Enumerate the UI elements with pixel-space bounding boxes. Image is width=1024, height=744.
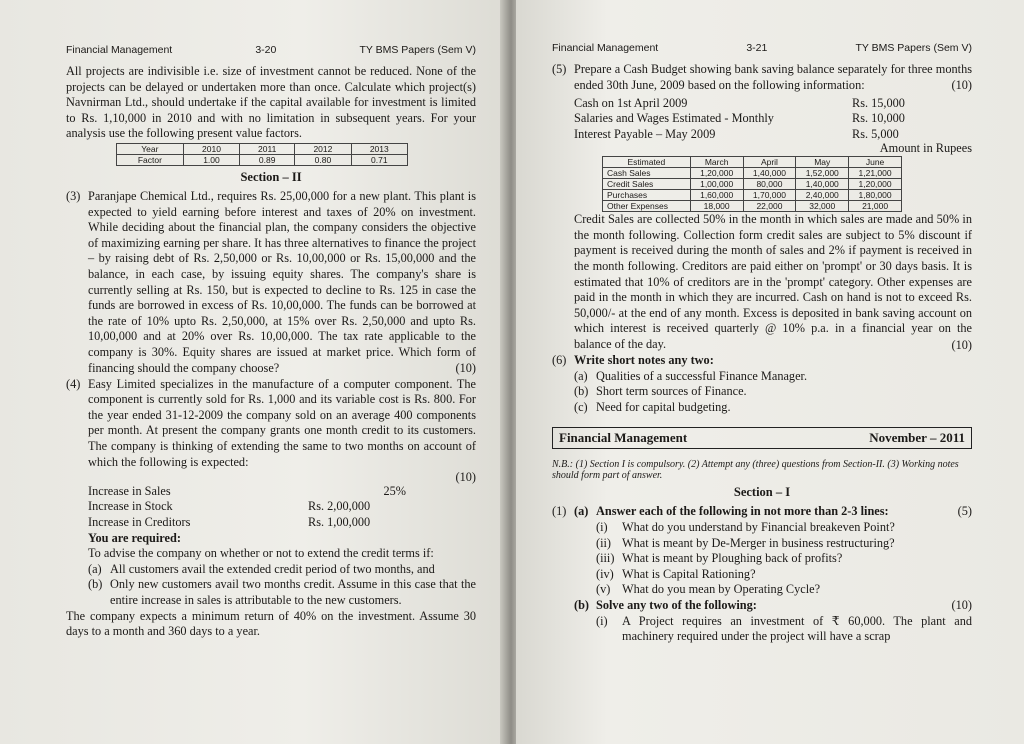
table-header: April bbox=[743, 157, 796, 168]
info-value: Rs. 5,000 bbox=[852, 126, 899, 141]
table-cell: 18,000 bbox=[690, 201, 743, 212]
sub-label: (v) bbox=[596, 582, 611, 597]
part-a bbox=[574, 504, 972, 520]
sub-item bbox=[596, 614, 972, 645]
sub-item bbox=[574, 400, 972, 416]
running-header bbox=[552, 42, 972, 54]
sub-item bbox=[596, 551, 972, 567]
question-number: (3) bbox=[66, 188, 81, 203]
table-cell: 1,21,000 bbox=[849, 168, 902, 179]
list-item bbox=[88, 499, 476, 515]
table-cell: 0.89 bbox=[240, 154, 295, 165]
sub-text: What do you mean by Operating Cycle? bbox=[622, 582, 821, 597]
question-1 bbox=[552, 504, 972, 644]
sub-item bbox=[574, 384, 972, 400]
banner-title: Financial Management bbox=[559, 430, 688, 446]
list-item bbox=[88, 515, 476, 531]
table-cell: 1.00 bbox=[183, 154, 239, 165]
marks: (10) bbox=[455, 361, 476, 376]
table-cell: 0.80 bbox=[295, 154, 351, 165]
table-cell: 2,40,000 bbox=[796, 190, 849, 201]
sub-label: (iii) bbox=[596, 551, 615, 566]
exam-banner bbox=[552, 427, 972, 449]
info-row bbox=[574, 111, 972, 127]
info-label: Salaries and Wages Estimated - Monthly bbox=[574, 111, 774, 126]
info-label: Cash on 1st April 2009 bbox=[574, 95, 688, 110]
part-text: Answer each of the following in not more than 2-3 lines: bbox=[596, 504, 889, 519]
table-cell: 1,20,000 bbox=[690, 168, 743, 179]
table-header: June bbox=[849, 157, 902, 168]
question-6 bbox=[552, 338, 972, 416]
info-label: Interest Payable – May 2009 bbox=[574, 126, 716, 141]
table-header: 2010 bbox=[183, 143, 239, 154]
table-cell: 1,40,000 bbox=[796, 179, 849, 190]
table-header: 2013 bbox=[351, 143, 407, 154]
sub-label: (iv) bbox=[596, 566, 614, 581]
table-header: 2012 bbox=[295, 143, 351, 154]
table-cell: 1,20,000 bbox=[849, 179, 902, 190]
item-value: Rs. 2,00,000 bbox=[308, 499, 371, 514]
question-number: (1) bbox=[552, 504, 567, 519]
part-text: Solve any two of the following: bbox=[596, 598, 757, 613]
question-text: Easy Limited specializes in the manufacture of a computer component. The component is currently sold for Rs. 1,000 and its variable cost is Rs. 800. For the year ended 31-12-2009 the company sold on an average 400 components per month. At present the company grants one month credit to its customers. The company is thinking of extending the same to two months on account of which the following is expected: bbox=[88, 376, 476, 469]
table-cell: 80,000 bbox=[743, 179, 796, 190]
table-cell: 1,40,000 bbox=[743, 168, 796, 179]
question-text: Write short notes any two: bbox=[574, 353, 714, 368]
marks: (10) bbox=[455, 470, 476, 485]
table-header: Estimated bbox=[603, 157, 691, 168]
section-heading: Section – I bbox=[733, 485, 791, 500]
table-cell: Factor bbox=[117, 154, 184, 165]
question-number: (4) bbox=[66, 376, 81, 391]
running-header bbox=[66, 44, 476, 56]
marks: (5) bbox=[957, 504, 972, 519]
page-number: 3-20 bbox=[255, 44, 277, 56]
sub-text: Qualities of a successful Finance Manager. bbox=[596, 368, 808, 383]
sub-label: (ii) bbox=[596, 535, 612, 550]
intro-paragraph: All projects are indivisible i.e. size of investment cannot be reduced. None of the projects can be delayed or undertaken more than once. Calculate which project(s) Navnirman Ltd., should undertake if the capital available for investment is limited to Rs. 1,10,000 in 2010 and with no limitation in subsequent years. For your analysis use the following present value factors. bbox=[66, 64, 476, 141]
table-cell: 1,80,000 bbox=[849, 190, 902, 201]
header-paper: TY BMS Papers (Sem V) bbox=[855, 42, 972, 54]
right-page bbox=[516, 0, 1024, 744]
sub-item bbox=[574, 369, 972, 385]
table-cell: Cash Sales bbox=[603, 168, 691, 179]
info-value: Rs. 10,000 bbox=[852, 111, 905, 126]
sub-text: What is Capital Rationing? bbox=[622, 566, 756, 581]
item-label: Increase in Creditors bbox=[88, 515, 191, 530]
sub-item bbox=[596, 567, 972, 583]
required-heading: You are required: bbox=[88, 530, 181, 545]
sub-text: What do you understand by Financial breakeven Point? bbox=[622, 520, 895, 535]
sub-item bbox=[596, 520, 972, 536]
info-row bbox=[574, 96, 972, 112]
cash-budget-table bbox=[602, 156, 902, 212]
nb-instructions: N.B.: (1) Section I is compulsory. (2) Attempt any (three) questions from Section-II. (3) Working notes should form part of answer. bbox=[552, 459, 959, 482]
table-cell: Other Expenses bbox=[603, 201, 691, 212]
table-row bbox=[603, 201, 902, 212]
left-page bbox=[0, 0, 506, 744]
table-cell: 32,000 bbox=[796, 201, 849, 212]
sub-item bbox=[88, 562, 476, 578]
required-text: To advise the company on whether or not to extend the credit terms if: bbox=[88, 546, 434, 561]
amount-note: Amount in Rupees bbox=[879, 140, 972, 155]
marks: (10) bbox=[951, 337, 972, 352]
sub-text: Only new customers avail two months credit. Assume in this case that the entire increase in sales is attributable to the new customers. bbox=[110, 577, 476, 607]
marks: (10) bbox=[951, 78, 972, 93]
section-heading: Section – II bbox=[240, 169, 302, 184]
question-text: Prepare a Cash Budget showing bank saving balance separately for three months ended 30th June, 2009 based on the following information: bbox=[574, 62, 972, 92]
banner-date: November – 2011 bbox=[869, 430, 965, 446]
item-value: Rs. 1,00,000 bbox=[308, 515, 371, 530]
table-header: March bbox=[690, 157, 743, 168]
sub-item bbox=[596, 536, 972, 552]
table-cell: 0.71 bbox=[351, 154, 407, 165]
sub-text: A Project requires an investment of ₹ 60,000. The plant and machinery required under the project will have a scrap bbox=[622, 613, 972, 644]
sub-label: (a) bbox=[88, 561, 102, 576]
marks: (10) bbox=[951, 598, 972, 613]
header-paper: TY BMS Papers (Sem V) bbox=[359, 44, 476, 56]
info-value: Rs. 15,000 bbox=[852, 95, 905, 110]
question-text: Paranjape Chemical Ltd., requires Rs. 25,00,000 for a new plant. This plant is expected to yield earning before interest and taxes of 20% on investment. While deciding about the financial plan, the company considers the objective of maximizing earning per share. It has three alternatives to finance the project – by raising debt of Rs. 2,50,000 or Rs. 10,00,000 or Rs. 15,00,000 and the balance, in each case, by issuing equity shares. The company's share is currently selling at Rs. 150, but is expected to decline to Rs. 125 in case the funds are borrowed in excess of Rs. 10,00,000. The funds can be borrowed at the rate of 10% upto Rs. 2,50,000, at 15% over Rs. 2,50,000 and upto Rs. 10,00,000 and at 20% over Rs. 10,00,000. The tax rate applicable to the company is 30%. Equity shares are issued at market price. Which form of financing should the company choose? bbox=[88, 188, 476, 375]
pv-factor-table bbox=[116, 143, 408, 166]
part-a-items bbox=[574, 520, 972, 598]
table-cell: 22,000 bbox=[743, 201, 796, 212]
list-item bbox=[88, 484, 476, 500]
table-cell: Credit Sales bbox=[603, 179, 691, 190]
table-cell: 1,52,000 bbox=[796, 168, 849, 179]
sub-text: What is meant by Ploughing back of profits? bbox=[622, 551, 843, 566]
sub-label: (a) bbox=[574, 368, 588, 383]
question-number: (5) bbox=[552, 62, 567, 76]
table-cell: 21,000 bbox=[849, 201, 902, 212]
part-b bbox=[574, 598, 972, 614]
question-5 bbox=[552, 62, 972, 353]
item-value: 25% bbox=[383, 483, 406, 498]
table-header: Year bbox=[117, 143, 184, 154]
part-label: (a) bbox=[574, 504, 589, 519]
sub-label: (c) bbox=[574, 399, 588, 414]
page-number: 3-21 bbox=[746, 42, 768, 54]
sub-text: All customers avail the extended credit period of two months, and bbox=[110, 561, 435, 576]
table-row bbox=[603, 179, 902, 190]
part-label: (b) bbox=[574, 598, 590, 613]
header-title: Financial Management bbox=[66, 44, 173, 56]
table-cell: 1,00,000 bbox=[690, 179, 743, 190]
table-row bbox=[603, 168, 902, 179]
sub-label: (i) bbox=[596, 520, 608, 535]
sub-text: What is meant by De-Merger in business restructuring? bbox=[622, 535, 895, 550]
question-4 bbox=[66, 377, 476, 640]
table-cell: Purchases bbox=[603, 190, 691, 201]
part-b-items bbox=[574, 614, 972, 645]
header-title: Financial Management bbox=[552, 42, 659, 54]
item-label: Increase in Sales bbox=[88, 483, 171, 498]
table-row bbox=[603, 190, 902, 201]
sub-label: (i) bbox=[596, 613, 608, 628]
item-label: Increase in Stock bbox=[88, 499, 173, 514]
table-header: 2011 bbox=[240, 143, 295, 154]
question-number: (6) bbox=[552, 352, 567, 367]
sub-label: (b) bbox=[574, 384, 589, 399]
sub-item bbox=[88, 577, 476, 608]
sub-text: Short term sources of Finance. bbox=[596, 384, 747, 399]
sub-item bbox=[596, 582, 972, 598]
sub-text: Need for capital budgeting. bbox=[596, 399, 731, 414]
cash-budget-notes: Credit Sales are collected 50% in the month in which sales are made and 50% in the month following. Collection form credit sales are subject to 5% discount if payment is received during the month of sales and 2% if payment is received in the month following. Creditors are paid either on 'prompt' or 30 days basis. It is estimated that 10% of creditors are in the 'prompt' category. Other expenses are paid in the month in which they are incurred. Cash on hand is not to exceed Rs. 50,000/- at the end of any month. Excess is deposited in bank saving account on which interest is received quarterly @ 10% p.a. in a financial year on the balance of the day. bbox=[574, 212, 972, 351]
sub-label: (b) bbox=[88, 577, 103, 592]
question-3 bbox=[66, 189, 476, 377]
closing-text: The company expects a minimum return of 40% on the investment. Assume 30 days to a month and 360 days to a year. bbox=[66, 608, 476, 639]
table-header: May bbox=[796, 157, 849, 168]
table-cell: 1,70,000 bbox=[743, 190, 796, 201]
table-cell: 1,60,000 bbox=[690, 190, 743, 201]
